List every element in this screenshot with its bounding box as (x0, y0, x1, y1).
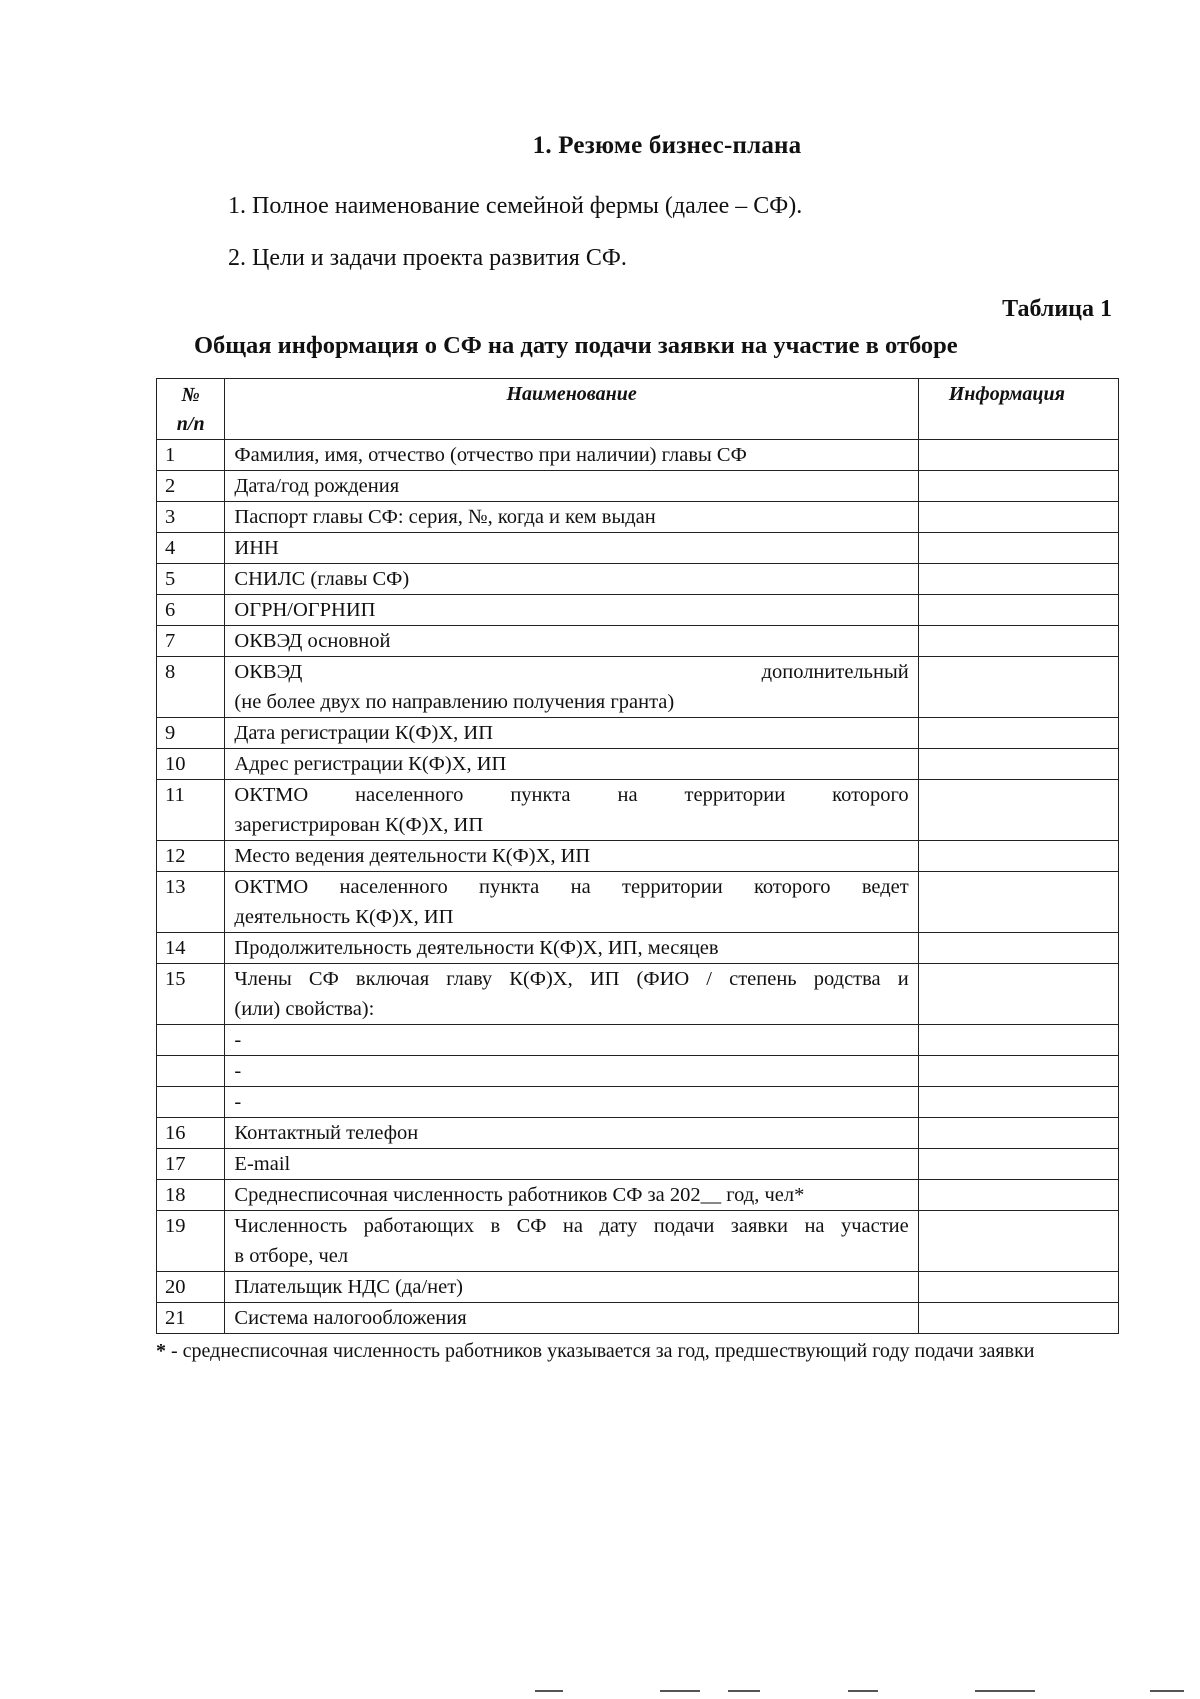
row-name (225, 595, 918, 626)
table-row (157, 1272, 1119, 1303)
row-number: 15 (157, 964, 225, 1025)
table-title: Общая информация о СФ на дату подачи заявки на участие в отборе (194, 332, 958, 359)
row-number: 10 (157, 749, 225, 780)
table-row (157, 564, 1119, 595)
row-number: 18 (157, 1180, 225, 1211)
table-row (157, 964, 1119, 1025)
table-row (157, 595, 1119, 626)
table-row (157, 533, 1119, 564)
scan-mark (1150, 1690, 1184, 1692)
row-number: 13 (157, 872, 225, 933)
row-name (225, 564, 918, 595)
row-name-line2: (не более двух по направлению получения гранта) (234, 691, 675, 713)
row-number: 21 (157, 1303, 225, 1334)
row-info-field[interactable] (918, 1180, 1118, 1211)
header-num (157, 379, 225, 440)
row-number: 2 (157, 471, 225, 502)
row-number: 4 (157, 533, 225, 564)
table-row (157, 1025, 1119, 1056)
row-name-line1: Фамилия, имя, отчество (отчество при наличии) главы СФ (234, 444, 747, 466)
row-number: 7 (157, 626, 225, 657)
table-row (157, 718, 1119, 749)
row-number: 9 (157, 718, 225, 749)
row-name (225, 872, 918, 933)
row-name (225, 657, 918, 718)
row-info-field[interactable] (918, 502, 1118, 533)
row-info-field[interactable] (918, 749, 1118, 780)
table-row (157, 1303, 1119, 1334)
row-name-word: населенного (355, 784, 464, 806)
row-name-line1: Члены СФ включая главу К(Ф)Х, ИП (ФИО / степень родства и (234, 968, 909, 990)
table-row (157, 471, 1119, 502)
table-row (157, 780, 1119, 841)
row-name (225, 749, 918, 780)
row-name-word: пункта (510, 784, 571, 806)
footnote (156, 1336, 1106, 1366)
row-info-field[interactable] (918, 1087, 1118, 1118)
row-name (225, 440, 918, 471)
row-name (225, 1149, 918, 1180)
row-name-line1: Плательщик НДС (да/нет) (234, 1276, 463, 1298)
row-number: 19 (157, 1211, 225, 1272)
row-name-line1: ОГРН/ОГРНИП (234, 599, 376, 621)
row-name-line2: зарегистрирован К(Ф)Х, ИП (234, 814, 484, 836)
row-name (225, 1056, 918, 1087)
row-name (225, 1087, 918, 1118)
scan-mark (660, 1690, 700, 1692)
row-info-field[interactable] (918, 872, 1118, 933)
row-info-field[interactable] (918, 1211, 1118, 1272)
row-info-field[interactable] (918, 533, 1118, 564)
row-info-field[interactable] (918, 1056, 1118, 1087)
row-number: 17 (157, 1149, 225, 1180)
row-name (225, 841, 918, 872)
table-row (157, 1118, 1119, 1149)
row-number: 12 (157, 841, 225, 872)
table-row (157, 1149, 1119, 1180)
row-info-field[interactable] (918, 841, 1118, 872)
row-name-line1: E-mail (234, 1153, 291, 1175)
row-info-field[interactable] (918, 657, 1118, 718)
row-name-word: которого (832, 784, 909, 806)
header-num-line2: п/п (176, 413, 205, 435)
table-row (157, 1087, 1119, 1118)
row-name (225, 471, 918, 502)
table-row (157, 502, 1119, 533)
table-row (157, 749, 1119, 780)
scan-mark (728, 1690, 760, 1692)
row-name (225, 933, 918, 964)
info-table (156, 378, 1119, 1334)
row-info-field[interactable] (918, 780, 1118, 841)
row-number: 20 (157, 1272, 225, 1303)
row-name (225, 1272, 918, 1303)
row-number (157, 1025, 225, 1056)
item-full-name: 1. Полное наименование семейной фермы (далее – СФ). (228, 193, 803, 219)
row-name-line1: - (234, 1029, 242, 1051)
row-name-line1: ИНН (234, 537, 279, 559)
row-name-line2: (или) свойства): (234, 998, 375, 1020)
table-row (157, 1211, 1119, 1272)
row-name-line1: Паспорт главы СФ: серия, №, когда и кем выдан (234, 506, 656, 528)
table-row (157, 841, 1119, 872)
row-number: 11 (157, 780, 225, 841)
row-info-field[interactable] (918, 564, 1118, 595)
row-name (225, 502, 918, 533)
table-body (157, 440, 1119, 1334)
row-info-field[interactable] (918, 1025, 1118, 1056)
row-info-field[interactable] (918, 1272, 1118, 1303)
row-name-line1: СНИЛС (главы СФ) (234, 568, 410, 590)
row-name (225, 1025, 918, 1056)
row-name-line1: Продолжительность деятельности К(Ф)Х, ИП, месяцев (234, 937, 719, 959)
row-name-line1: - (234, 1060, 242, 1082)
row-name-line1: Дата/год рождения (234, 475, 400, 497)
table-row (157, 440, 1119, 471)
row-name-line1: ОКВЭД дополнительный (234, 661, 909, 683)
row-number: 14 (157, 933, 225, 964)
row-name-line1: Дата регистрации К(Ф)Х, ИП (234, 722, 494, 744)
footnote-star: * (156, 1340, 166, 1362)
table-header-row (157, 379, 1119, 440)
row-name-line1: Среднесписочная численность работников СФ за 202__ год, чел* (234, 1184, 805, 1206)
row-name-line1: - (234, 1091, 242, 1113)
row-info-field[interactable] (918, 595, 1118, 626)
table-row (157, 657, 1119, 718)
table-row (157, 626, 1119, 657)
header-info: Информация (918, 379, 1118, 440)
row-number (157, 1087, 225, 1118)
row-name (225, 780, 918, 841)
row-name-line1: Численность работающих в СФ на дату подачи заявки на участие (234, 1215, 909, 1237)
table-row (157, 872, 1119, 933)
row-name (225, 1303, 918, 1334)
section-title: 1. Резюме бизнес-плана (532, 132, 802, 159)
row-name (225, 1180, 918, 1211)
row-info-field[interactable] (918, 1149, 1118, 1180)
row-info-field[interactable] (918, 626, 1118, 657)
table-row (157, 933, 1119, 964)
row-name-line1 (234, 780, 908, 810)
row-info-field[interactable] (918, 964, 1118, 1025)
row-info-field[interactable] (918, 933, 1118, 964)
row-number: 16 (157, 1118, 225, 1149)
row-name (225, 626, 918, 657)
table-row (157, 1180, 1119, 1211)
row-name-line2: в отборе, чел (234, 1245, 349, 1267)
row-number: 6 (157, 595, 225, 626)
row-name-word: ОКТМО (234, 784, 309, 806)
row-name (225, 1118, 918, 1149)
row-number (157, 1056, 225, 1087)
header-name: Наименование (225, 379, 918, 440)
row-name-line1: Место ведения деятельности К(Ф)Х, ИП (234, 845, 591, 867)
row-name (225, 964, 918, 1025)
row-info-field[interactable] (918, 718, 1118, 749)
row-name (225, 533, 918, 564)
row-name (225, 1211, 918, 1272)
row-number: 1 (157, 440, 225, 471)
row-name-word: территории (684, 784, 786, 806)
row-number: 3 (157, 502, 225, 533)
row-name-line2: деятельность К(Ф)Х, ИП (234, 906, 454, 928)
row-name-line1: ОКТМО населенного пункта на территории которого ведет (234, 876, 909, 898)
scan-bottom-marks (0, 1690, 1200, 1694)
scan-mark (535, 1690, 563, 1692)
row-name-line1: Адрес регистрации К(Ф)Х, ИП (234, 753, 507, 775)
row-name (225, 718, 918, 749)
table-row (157, 1056, 1119, 1087)
header-num-line1: № (181, 384, 200, 406)
table-caption: Таблица 1 (1002, 296, 1112, 322)
row-info-field[interactable] (918, 471, 1118, 502)
row-info-field[interactable] (918, 1303, 1118, 1334)
row-name-line1: Система налогообложения (234, 1307, 467, 1329)
row-name-line1: ОКВЭД основной (234, 630, 391, 652)
row-number: 5 (157, 564, 225, 595)
row-info-field[interactable] (918, 1118, 1118, 1149)
item-goals: 2. Цели и задачи проекта развития СФ. (228, 245, 627, 271)
row-info-field[interactable] (918, 440, 1118, 471)
row-number: 8 (157, 657, 225, 718)
row-name-line1: Контактный телефон (234, 1122, 419, 1144)
scan-mark (848, 1690, 878, 1692)
row-name-word: на (617, 784, 638, 806)
scan-mark (975, 1690, 1035, 1692)
footnote-text: - среднесписочная численность работников указывается за год, предшествующий году подачи заявки (166, 1340, 1035, 1362)
